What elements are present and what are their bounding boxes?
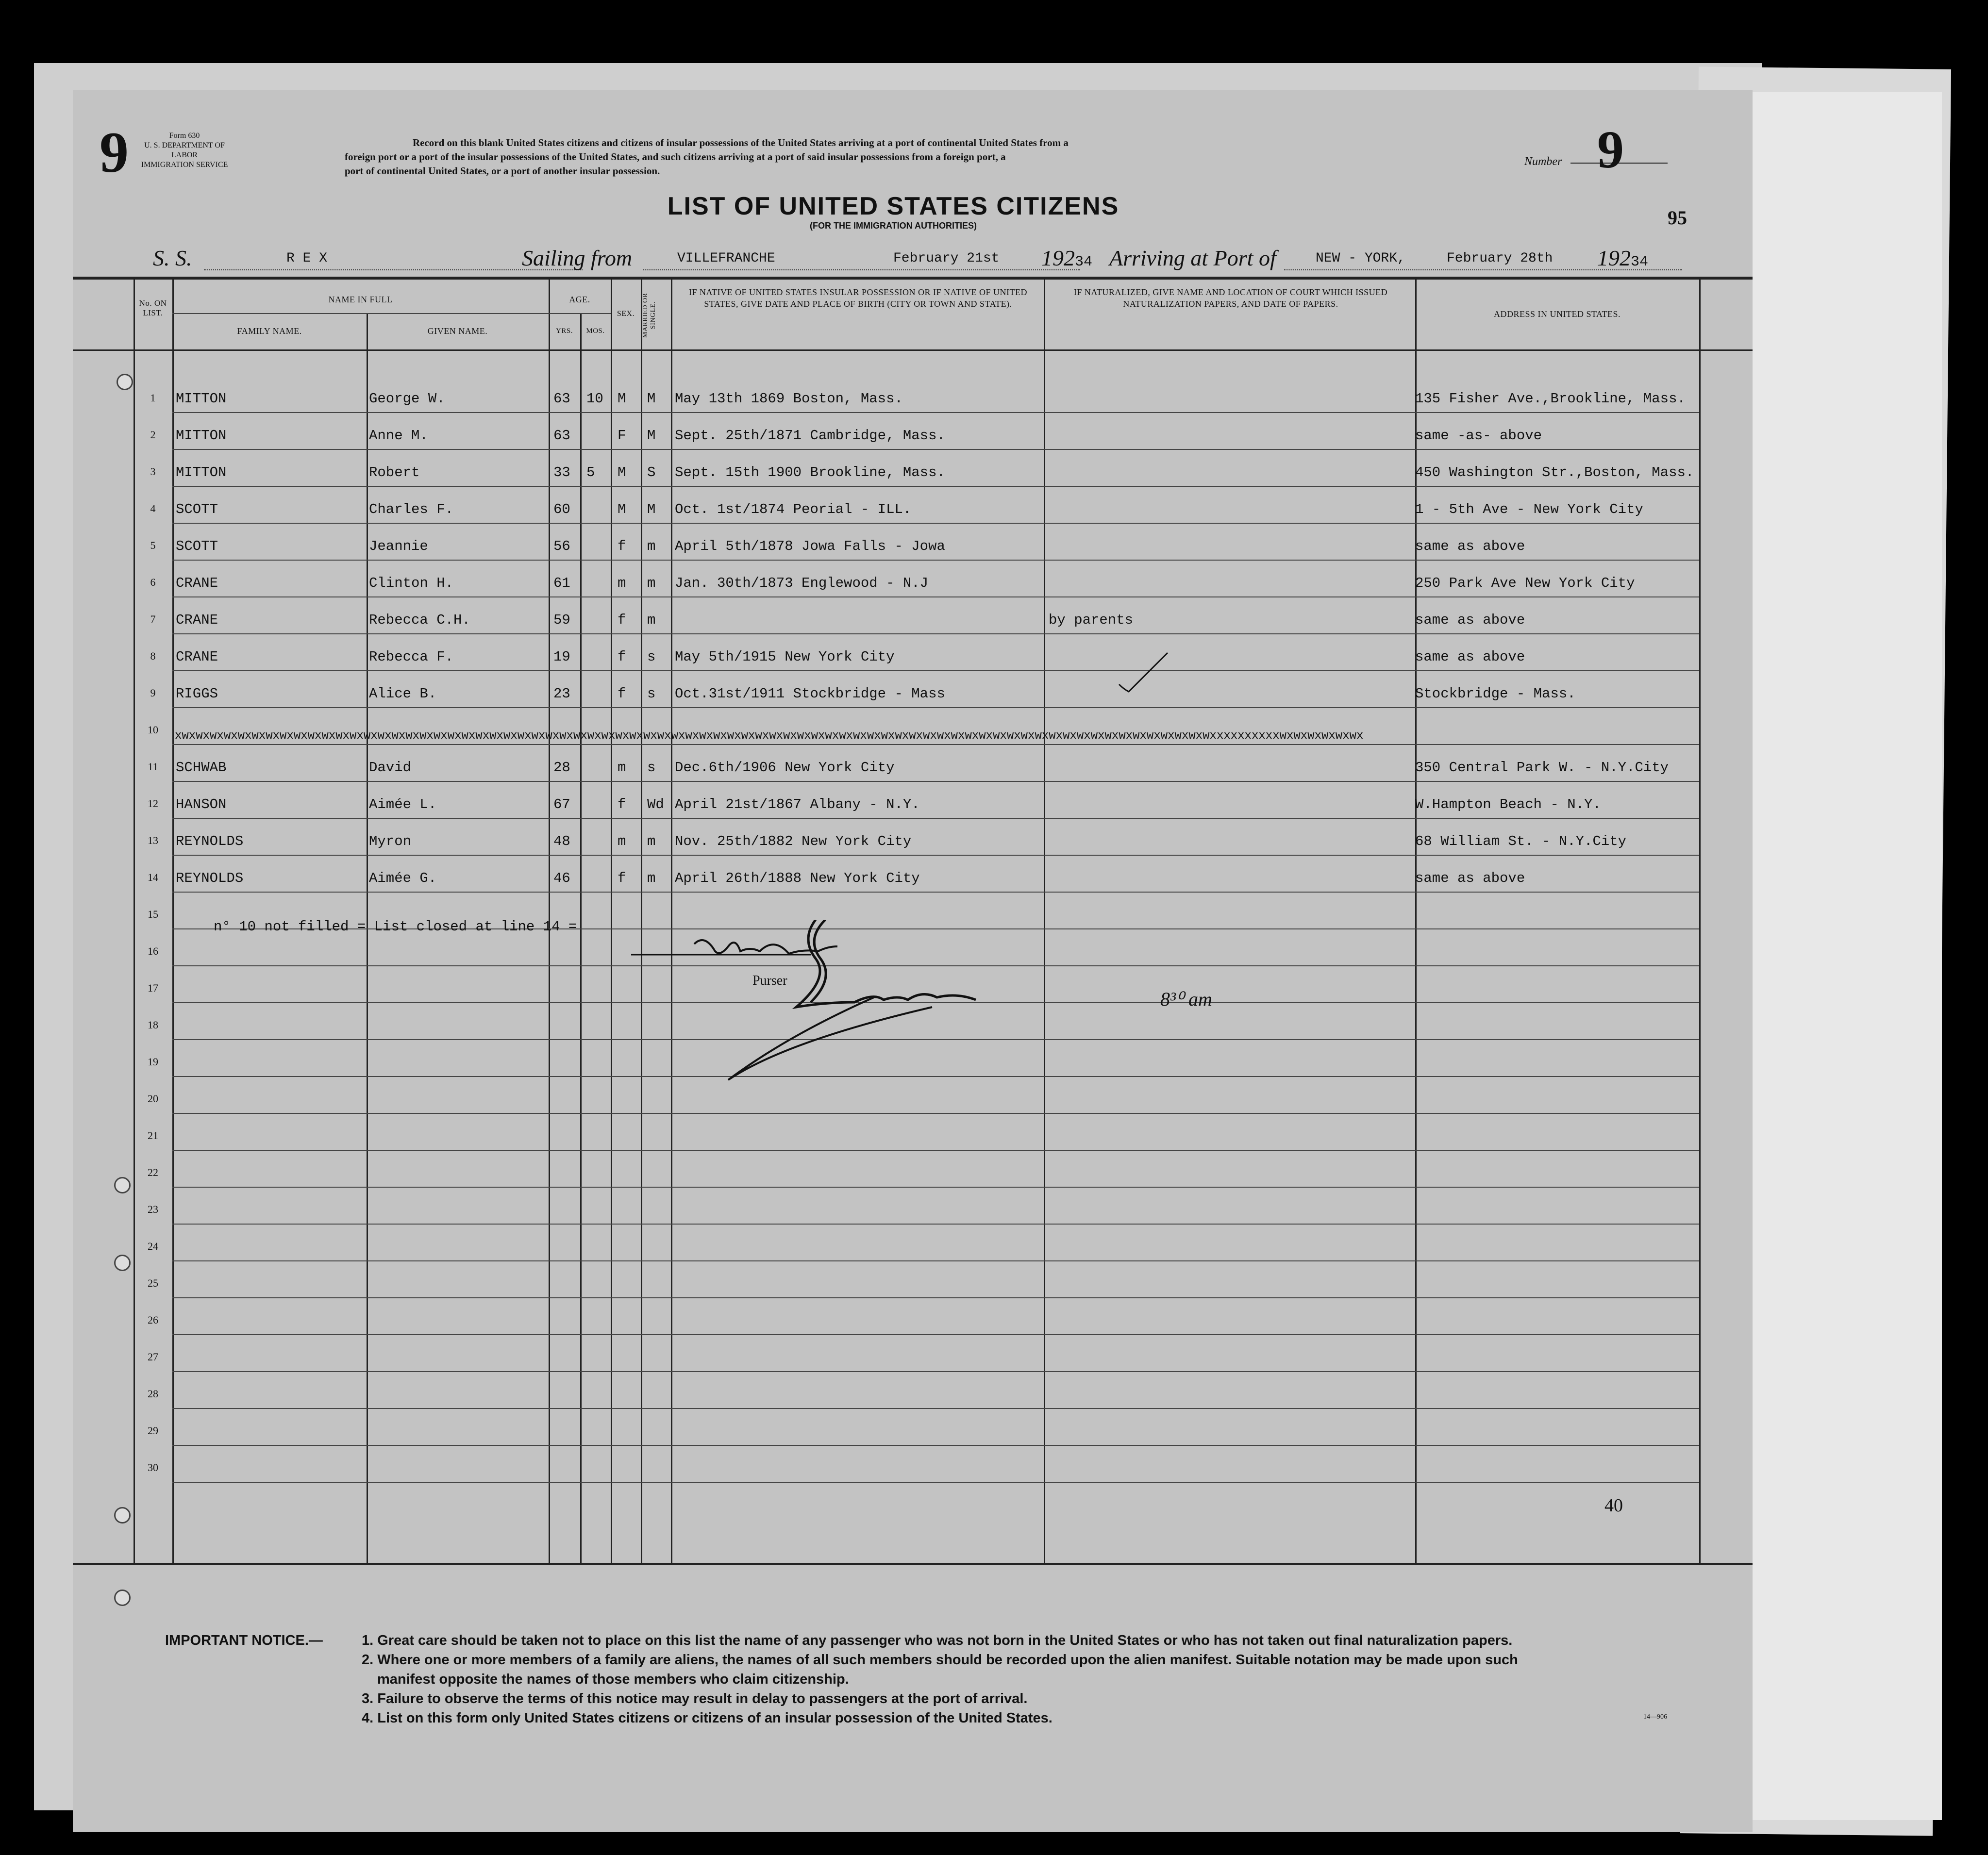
line-number: 17 [148,982,158,994]
line-number: 9 [150,687,156,699]
line-number: 16 [148,945,158,957]
line-number: 5 [150,539,156,551]
family-name: SCHWAB [176,760,227,776]
sex: f [618,649,626,665]
family-name: REYNOLDS [176,870,244,886]
age-years: 33 [553,464,570,480]
birth-info: April 5th/1878 Jowa Falls - Jowa [675,538,945,554]
marital-status: M [647,428,656,444]
address: 250 Park Ave New York City [1415,575,1635,591]
form-number: Form 630 [169,132,200,140]
birth-info: April 21st/1867 Albany - N.Y. [675,796,920,812]
line-number: 25 [148,1277,158,1289]
address: 135 Fisher Ave.,Brookline, Mass. [1415,391,1686,407]
signatures [621,920,1155,1104]
table-row [73,1261,1753,1298]
birth-info: May 5th/1915 New York City [675,649,895,665]
sex: f [618,870,626,886]
record-note-line-1: Record on this blank United States citizens and citizens of insular possessions of the United States arriving at a port of continental United States from a [413,137,1069,149]
sailing-from: VILLEFRANCHE [677,251,775,266]
col-family-name: FAMILY NAME. [237,326,302,336]
given-name: Anne M. [369,428,428,444]
line-number: 19 [148,1056,158,1068]
table-row [73,671,1753,708]
line-number: 1 [150,392,156,404]
inspector-flourish [728,997,932,1080]
line-number: 22 [148,1166,158,1178]
table-row [73,634,1753,671]
row-rule [172,1482,1699,1483]
col-no-on-list: No. ON LIST. [139,298,167,317]
address: same as above [1415,538,1525,554]
line-number: 21 [148,1129,158,1142]
birth-info: Sept. 15th 1900 Brookline, Mass. [675,464,945,480]
table-row [73,1114,1753,1151]
line-number: 18 [148,1019,158,1031]
table-top-rule [73,277,1753,280]
family-name: CRANE [176,575,218,591]
family-name: SCOTT [176,538,218,554]
table-row [73,1446,1753,1483]
form-id-block [136,131,233,170]
ship-name: R E X [286,251,328,266]
table-row [73,1409,1753,1446]
number-value: 9 [1597,120,1624,179]
line-number: 14 [148,871,158,883]
marital-status: m [647,833,656,849]
line-number: 8 [150,650,156,662]
age-months: 10 [586,391,603,407]
sex: f [618,612,626,628]
age-years: 46 [553,870,570,886]
age-years: 59 [553,612,570,628]
page-stamp: 95 [1668,207,1687,229]
table-row [73,819,1753,856]
age-years: 63 [553,428,570,444]
address: same -as- above [1415,428,1542,444]
marital-status: s [647,760,656,776]
line-number: 15 [148,908,158,920]
notice-item-1: 1. Great care should be taken not to place on this list the name of any passenger who was not born in the United States or who has not taken out final naturalization papers. [362,1633,1513,1648]
table-row [73,376,1753,413]
birth-info: Nov. 25th/1882 New York City [675,833,912,849]
marital-status: m [647,870,656,886]
table-row [73,1151,1753,1188]
line-number: 12 [148,797,158,810]
sailing-dotted-line [643,269,1080,270]
birth-info: Dec.6th/1906 New York City [675,760,895,776]
col-mos: MOS. [586,327,605,335]
marital-status: Wd [647,796,664,812]
sailing-date: February 21st [893,251,1000,266]
birth-info: May 13th 1869 Boston, Mass. [675,391,903,407]
col-yrs: YRS. [556,327,573,335]
signature-time: 8³⁰ am [1160,988,1212,1010]
col-age: AGE. [569,295,590,304]
col-married-single: MARRIED OR SINGLE. [642,293,657,338]
inspector-signature [796,920,976,1007]
department: U. S. DEPARTMENT OF LABOR [144,141,225,159]
family-name: RIGGS [176,686,218,702]
table-row [73,524,1753,561]
line-number: 4 [150,502,156,514]
year-1-prefix: 192 [1041,246,1075,270]
service: IMMIGRATION SERVICE [141,161,228,169]
age-years: 67 [553,796,570,812]
big-sheet-number: 9 [100,120,129,184]
given-name: Clinton H. [369,575,454,591]
birth-info: Jan. 30th/1873 Englewood - N.J [675,575,929,591]
sex: M [618,391,626,407]
record-note-line-2: foreign port or a port of the insular possessions of the United States, and such citizens arriving at a port of said insular possessions from a foreign port, a [345,151,1006,163]
marital-status: s [647,686,656,702]
punch-hole [114,1590,131,1606]
sex: f [618,686,626,702]
line-number: 26 [148,1314,158,1326]
given-name: Alice B. [369,686,437,702]
table-row [73,1225,1753,1261]
table-row [73,1372,1753,1409]
address: 1 - 5th Ave - New York City [1415,501,1643,517]
address: same as above [1415,612,1525,628]
punch-hole [114,1177,131,1193]
line-number: 6 [150,576,156,588]
sex: m [618,833,626,849]
sex: M [618,464,626,480]
sex: F [618,428,626,444]
col-given-name: GIVEN NAME. [427,326,488,336]
age-months: 5 [586,464,595,480]
check-mark [1117,650,1175,694]
address: Stockbridge - Mass. [1415,686,1576,702]
line-10-filler: xwxwxwxwxwxwxwxwxwxwxwxwxwxwxwxwxwxwxwxwxwxwxwxwxwxwxwxwxwxwxwxwxwxwxwxwxwxwxwxwxwxwxwxwxwxwxwxwxwxwxwxwxwxwxwxwxwxwxwxwxwxwxwxwxwxwxwxwxwxwxwxwxwxwxxxxxxxxxxwxwxwxwxwxwx [175,729,1364,743]
marital-status: M [647,391,656,407]
line-number: 13 [148,834,158,846]
age-years: 28 [553,760,570,776]
family-name: MITTON [176,464,227,480]
notice-item-4: 4. List on this form only United States citizens or citizens of an insular possession of the United States. [362,1710,1052,1726]
punch-hole [114,1255,131,1271]
notice-item-2-cont: manifest opposite the names of those members who claim citizenship. [377,1672,849,1687]
marital-status: S [647,464,656,480]
year-1-suffix: 34 [1075,254,1093,270]
address: W.Hampton Beach - N.Y. [1415,796,1601,812]
table-row [73,745,1753,782]
number-label: Number [1524,155,1562,168]
age-years: 63 [553,391,570,407]
page-title: LIST OF UNITED STATES CITIZENS [667,192,1119,220]
given-name: Charles F. [369,501,454,517]
arrival-port: NEW - YORK, [1316,251,1405,266]
table-row [73,782,1753,819]
notice-heading: IMPORTANT NOTICE.— [165,1633,323,1648]
table-row [73,561,1753,597]
punch-hole [114,1507,131,1524]
marital-status: m [647,538,656,554]
col-sex: SEX. [617,310,635,318]
ss-label: S. S. [153,246,192,270]
back-sheet-right-2 [1728,92,1942,1820]
line-number: 30 [148,1461,158,1474]
given-name: Aimée G. [369,870,437,886]
col-native-birth: IF NATIVE OF UNITED STATES INSULAR POSSESSION OR IF NATIVE OF UNITED STATES, GIVE DATE AND PLACE OF BIRTH (CITY OR TOWN AND STATE). [688,287,1028,309]
line-number: 20 [148,1093,158,1105]
family-name: HANSON [176,796,227,812]
age-years: 61 [553,575,570,591]
notice-item-2: 2. Where one or more members of a family are aliens, the names of all such members should be recorded upon the alien manifest. Suitable notation may be made upon such [362,1652,1518,1668]
sex: f [618,538,626,554]
given-name: Robert [369,464,420,480]
table-bottom-rule [73,1563,1753,1565]
table-row [73,1188,1753,1225]
name-subheader-rule [172,313,549,314]
year-2 [1597,245,1648,271]
line-number: 10 [148,724,158,736]
given-name: Rebecca C.H. [369,612,470,628]
family-name: MITTON [176,391,227,407]
line-number: 29 [148,1424,158,1437]
family-name: CRANE [176,649,218,665]
given-name: Rebecca F. [369,649,454,665]
purser-label: Purser [752,973,787,988]
line-number: 27 [148,1351,158,1363]
given-name: George W. [369,391,445,407]
age-years: 23 [553,686,570,702]
birth-info: Sept. 25th/1871 Cambridge, Mass. [675,428,945,444]
col-name-in-full: NAME IN FULL [328,295,393,304]
table-header-rule [73,349,1753,351]
year-2-suffix: 34 [1631,254,1649,270]
birth-info: Oct. 1st/1874 Peorial - ILL. [675,501,912,517]
arriving-label: Arriving at Port of [1109,246,1276,270]
birth-info: Oct.31st/1911 Stockbridge - Mass [675,686,945,702]
marital-status: M [647,501,656,517]
address: same as above [1415,870,1525,886]
col-address: ADDRESS IN UNITED STATES. [1493,309,1621,319]
table-row [73,413,1753,450]
line-number: 3 [150,465,156,478]
family-name: SCOTT [176,501,218,517]
age-years: 48 [553,833,570,849]
table-row [73,597,1753,634]
col-naturalized: IF NATURALIZED, GIVE NAME AND LOCATION OF COURT WHICH ISSUED NATURALIZATION PAPERS, AND DATE OF PAPERS. [1073,287,1388,309]
age-years: 56 [553,538,570,554]
table-row [73,856,1753,893]
line-number: 2 [150,429,156,441]
naturalization-info: by parents [1049,612,1134,628]
line-number: 7 [150,613,156,625]
given-name: David [369,760,412,776]
age-subheader-rule [549,313,611,314]
closing-note: n° 10 not filled = List closed at line 14 = [214,919,577,935]
year-2-prefix: 192 [1597,246,1631,270]
given-name: Myron [369,833,412,849]
family-name: MITTON [176,428,227,444]
sex: m [618,575,626,591]
sex: m [618,760,626,776]
line-number: 28 [148,1388,158,1400]
family-name: CRANE [176,612,218,628]
address: 350 Central Park W. - N.Y.City [1415,760,1669,776]
given-name: Aimée L. [369,796,437,812]
line-number: 11 [148,761,158,773]
page-subtitle: (FOR THE IMMIGRATION AUTHORITIES) [810,221,977,231]
age-years: 60 [553,501,570,517]
address: 68 William St. - N.Y.City [1415,833,1627,849]
marital-status: m [647,575,656,591]
sex: f [618,796,626,812]
punch-hole [117,374,133,390]
manifest-page [73,90,1753,1832]
table-row [73,1298,1753,1335]
age-years: 19 [553,649,570,665]
table-row [73,487,1753,524]
page-count-note: 40 [1604,1495,1623,1516]
marital-status: m [647,612,656,628]
line-number: 23 [148,1203,158,1215]
record-note-line-3: port of continental United States, or a port of another insular possession. [345,165,660,177]
address: 450 Washington Str.,Boston, Mass. [1415,464,1694,480]
marital-status: s [647,649,656,665]
arrival-date: February 28th [1447,251,1553,266]
notice-code: 14—906 [1643,1713,1667,1721]
important-notice [362,1631,1721,1728]
address: same as above [1415,649,1525,665]
birth-info: April 26th/1888 New York City [675,870,920,886]
year-1 [1041,245,1092,271]
family-name: REYNOLDS [176,833,244,849]
sailing-label: Sailing from [522,246,633,270]
notice-item-3: 3. Failure to observe the terms of this notice may result in delay to passengers at the port of arrival. [362,1691,1028,1706]
given-name: Jeannie [369,538,428,554]
table-row [73,450,1753,487]
line-number: 24 [148,1240,158,1252]
table-row [73,1335,1753,1372]
record-instructions [345,136,1529,178]
sex: M [618,501,626,517]
